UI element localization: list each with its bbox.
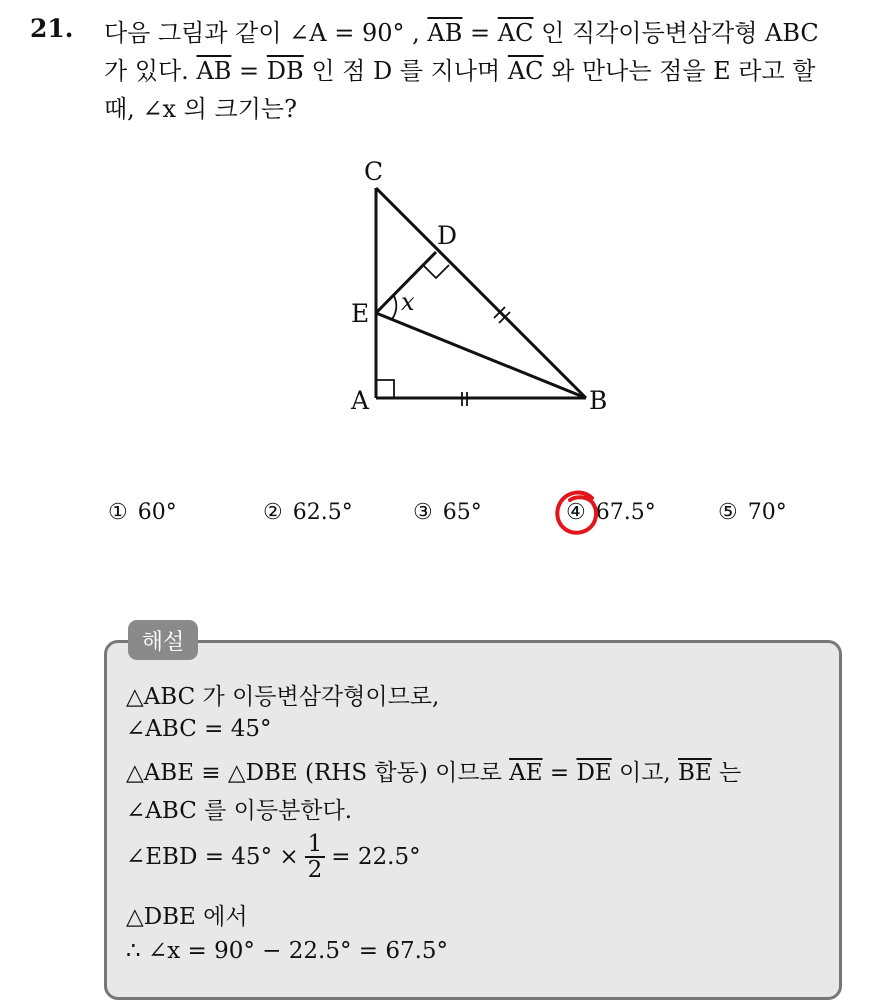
choice-value: 62.5°: [292, 500, 353, 525]
solution-line-3: [126, 754, 741, 787]
fraction-denominator: 2: [307, 857, 323, 883]
solution-line-5: [126, 832, 421, 882]
choice-3[interactable]: [413, 500, 482, 525]
q-text: 와 만나는 점을 E 라고 할: [543, 57, 816, 85]
answer-choices: [108, 500, 828, 540]
choice-value: 65°: [442, 500, 482, 525]
solution-tag: 해설: [128, 620, 198, 660]
label-d: D: [437, 221, 458, 250]
question-line-3: 때, ∠x 의 크기는?: [104, 95, 297, 123]
q-text: 가 있다.: [104, 57, 197, 85]
sol-eq: =: [542, 760, 577, 786]
segment-be: $\overline{BE}$: [678, 760, 712, 786]
sol-text: ∠EBD = 45° ×: [126, 844, 299, 870]
choice-value: 70°: [747, 500, 787, 525]
sol-text: △ABE ≡ △DBE (RHS 합동) 이므로: [126, 760, 510, 786]
choice-number: ⑤: [718, 500, 738, 525]
solution-line-4: ∠ABC 를 이등분한다.: [126, 798, 353, 824]
question-line-2: [104, 52, 874, 90]
q-text: 다음 그림과 같이 ∠A = 90° ,: [104, 19, 428, 47]
label-a: A: [351, 386, 370, 415]
q-text: 인 점 D 를 지나며: [303, 57, 508, 85]
segment-de: $\overline{DE}$: [576, 760, 612, 786]
fraction-numerator: 1: [305, 832, 326, 858]
choice-number: ③: [413, 500, 433, 525]
choice-2[interactable]: [263, 500, 353, 525]
right-angle-mark-d: [423, 265, 449, 278]
right-angle-mark-a: [376, 380, 394, 398]
solution-line-7: ∴ ∠x = 90° − 22.5° = 67.5°: [126, 938, 449, 964]
triangle-figure: [330, 150, 630, 430]
sol-text: 이고,: [611, 760, 679, 786]
choice-number: ①: [108, 500, 128, 525]
sol-text: = 22.5°: [331, 844, 421, 870]
label-e: E: [351, 299, 370, 328]
choice-value: 67.5°: [595, 500, 656, 525]
segment-db: $\overline{DB}$: [266, 57, 304, 85]
fraction-one-half: [305, 832, 326, 882]
solution-line-6: △DBE 에서: [126, 904, 248, 930]
choice-value: 60°: [137, 500, 177, 525]
question-text: [104, 14, 874, 128]
choice-4[interactable]: [566, 500, 656, 525]
segment-ab-2: $\overline{AB}$: [196, 57, 232, 85]
sol-text: 는: [711, 760, 742, 786]
solution-line-2: ∠ABC = 45°: [126, 716, 272, 742]
choice-number: ④: [566, 500, 586, 525]
segment-ac-2: $\overline{AC}$: [507, 57, 544, 85]
choice-5[interactable]: [718, 500, 787, 525]
segment-ae: $\overline{AE}$: [509, 760, 543, 786]
label-b: B: [589, 386, 608, 415]
q-eq: =: [462, 19, 498, 47]
segment-ac: $\overline{AC}$: [497, 19, 534, 47]
question-line-1: [104, 14, 874, 52]
segment-ab: $\overline{AB}$: [427, 19, 463, 47]
label-c: C: [364, 157, 384, 186]
q-text: 인 직각이등변삼각형 ABC: [533, 19, 819, 47]
q-eq: =: [231, 57, 267, 85]
angle-x-arc: [392, 296, 396, 319]
choice-number: ②: [263, 500, 283, 525]
solution-line-1: △ABC 가 이등변삼각형이므로,: [126, 684, 440, 710]
segment-eb: [376, 313, 586, 398]
label-x: x: [401, 288, 415, 316]
choice-1[interactable]: [108, 500, 177, 525]
question-number: 21.: [30, 14, 74, 43]
